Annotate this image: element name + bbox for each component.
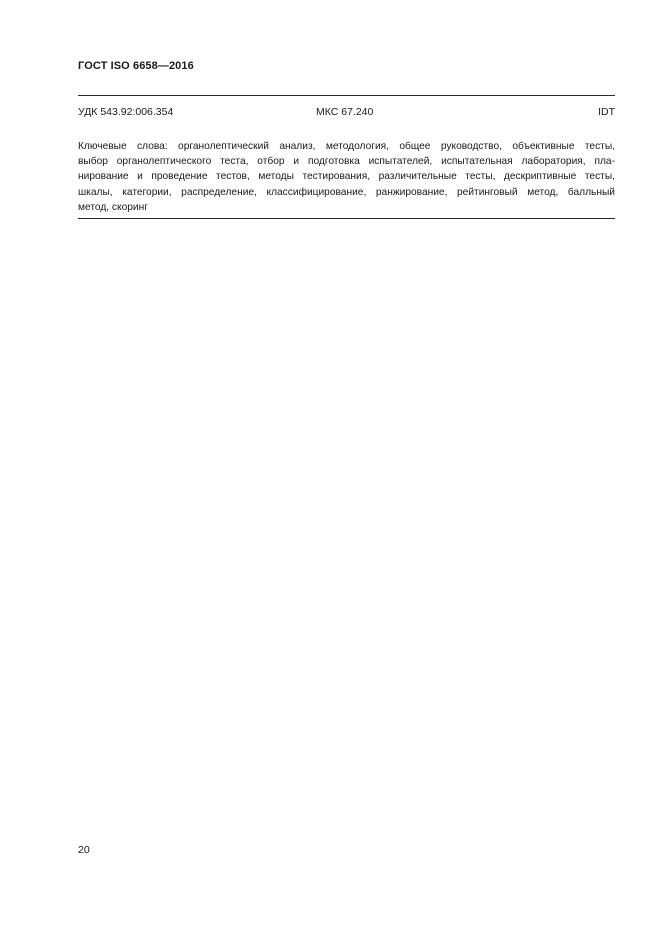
keywords-line: шкалы, категории, распределение, классифицирование, ранжирование, рейтинговый метод, балльный bbox=[78, 186, 615, 198]
bottom-divider bbox=[78, 218, 615, 219]
udk-code: УДК 543.92:006.354 bbox=[78, 106, 174, 118]
mks-code: МКС 67.240 bbox=[316, 106, 374, 118]
keywords-line: нирование и проведение тестов, методы тестирования, различительные тесты, дескриптивные тесты, bbox=[78, 171, 615, 183]
keywords-line: выбор органолептического теста, отбор и подготовка испытателей, испытательная лаборатория, пла- bbox=[78, 156, 615, 168]
standard-designation: ГОСТ ISO 6658—2016 bbox=[78, 60, 194, 72]
page-number: 20 bbox=[78, 844, 90, 856]
keywords-line: Ключевые слова: органолептический анализ, методология, общее руководство, объективные тесты, bbox=[78, 141, 615, 152]
keywords-line: метод, скоринг bbox=[78, 201, 148, 213]
keywords-paragraph bbox=[78, 139, 615, 215]
top-divider bbox=[78, 95, 615, 96]
classification-codes-row bbox=[78, 106, 615, 120]
idt-marker: IDT bbox=[598, 106, 615, 118]
